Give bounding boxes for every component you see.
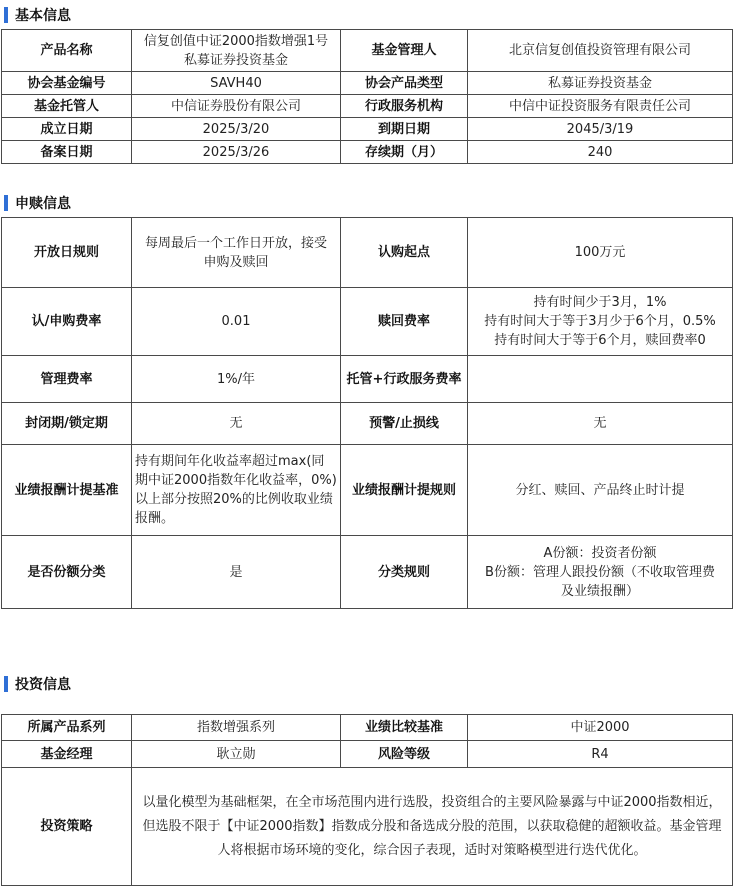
perf-basis-value: 持有期间年化收益率超过max(同期中证2000指数年化收益率，0%)以上部分按照20%的比例收取业绩报酬。 bbox=[132, 445, 341, 536]
series-label: 所属产品系列 bbox=[2, 715, 132, 741]
table-row bbox=[2, 356, 733, 403]
filing-value: 2025/3/26 bbox=[132, 141, 341, 164]
sub-fee-label: 认/申购费率 bbox=[2, 288, 132, 356]
setup-date-label: 成立日期 bbox=[2, 118, 132, 141]
risk-value: R4 bbox=[468, 741, 733, 768]
table-row bbox=[2, 768, 733, 886]
class-rule-label: 分类规则 bbox=[341, 536, 468, 609]
section-title: 基本信息 bbox=[15, 8, 71, 24]
perf-rule-value: 分红、赎回、产品终止时计提 bbox=[468, 445, 733, 536]
table-row bbox=[2, 445, 733, 536]
table-row bbox=[2, 218, 733, 288]
benchmark-value: 中证2000 bbox=[468, 715, 733, 741]
risk-label: 风险等级 bbox=[341, 741, 468, 768]
table-row bbox=[2, 72, 733, 95]
assoc-type-label: 协会产品类型 bbox=[341, 72, 468, 95]
duration-value: 240 bbox=[468, 141, 733, 164]
table-row bbox=[2, 715, 733, 741]
benchmark-label: 业绩比较基准 bbox=[341, 715, 468, 741]
lockup-label: 封闭期/锁定期 bbox=[2, 403, 132, 445]
min-sub-label: 认购起点 bbox=[341, 218, 468, 288]
manager-value: 北京信复创值投资管理有限公司 bbox=[468, 30, 733, 72]
basic-info-header bbox=[0, 3, 733, 27]
table-row bbox=[2, 403, 733, 445]
table-row bbox=[2, 741, 733, 768]
table-row bbox=[2, 288, 733, 356]
mgmt-fee-label: 管理费率 bbox=[2, 356, 132, 403]
open-rule-label: 开放日规则 bbox=[2, 218, 132, 288]
strategy-value: 以量化模型为基础框架，在全市场范围内进行选股，投资组合的主要风险暴露与中证2000指数相近，但选股不限于【中证2000指数】指数成分股和备选成分股的范围，以获取稳健的超额收益。基金管理人将根据市场环境的变化，综合因子表现，适时对策略模型进行迭代优化。 bbox=[132, 768, 733, 886]
subscription-info-table bbox=[1, 217, 733, 609]
custodian-value: 中信证券股份有限公司 bbox=[132, 95, 341, 118]
stoploss-label: 预警/止损线 bbox=[341, 403, 468, 445]
subscription-info-header bbox=[0, 191, 733, 215]
perf-basis-label: 业绩报酬计提基准 bbox=[2, 445, 132, 536]
assoc-code-value: SAVH40 bbox=[132, 72, 341, 95]
duration-label: 存续期（月） bbox=[341, 141, 468, 164]
redeem-fee-value: 持有时间少于3月，1% 持有时间大于等于3月少于6个月，0.5% 持有时间大于等于6个月，赎回费率0 bbox=[468, 288, 733, 356]
table-row bbox=[2, 141, 733, 164]
strategy-label: 投资策略 bbox=[2, 768, 132, 886]
assoc-type-value: 私募证券投资基金 bbox=[468, 72, 733, 95]
fund-manager-value: 耿立勋 bbox=[132, 741, 341, 768]
product-name-value: 信复创值中证2000指数增强1号 私募证券投资基金 bbox=[132, 30, 341, 72]
custody-fee-label: 托管+行政服务费率 bbox=[341, 356, 468, 403]
mgmt-fee-value: 1%/年 bbox=[132, 356, 341, 403]
series-value: 指数增强系列 bbox=[132, 715, 341, 741]
stoploss-value: 无 bbox=[468, 403, 733, 445]
sub-fee-value: 0.01 bbox=[132, 288, 341, 356]
open-rule-value: 每周最后一个工作日开放，接受 申购及赎回 bbox=[132, 218, 341, 288]
investment-info-header bbox=[0, 672, 733, 696]
section-title: 投资信息 bbox=[15, 677, 71, 693]
share-class-value: 是 bbox=[132, 536, 341, 609]
admin-label: 行政服务机构 bbox=[341, 95, 468, 118]
share-class-label: 是否份额分类 bbox=[2, 536, 132, 609]
custody-fee-value bbox=[468, 356, 733, 403]
section-marker bbox=[4, 7, 8, 23]
table-row bbox=[2, 95, 733, 118]
fund-manager-label: 基金经理 bbox=[2, 741, 132, 768]
lockup-value: 无 bbox=[132, 403, 341, 445]
setup-date-value: 2025/3/20 bbox=[132, 118, 341, 141]
redeem-fee-label: 赎回费率 bbox=[341, 288, 468, 356]
section-marker bbox=[4, 195, 8, 211]
class-rule-value: A份额：投资者份额 B份额：管理人跟投份额（不收取管理费 及业绩报酬） bbox=[468, 536, 733, 609]
filing-label: 备案日期 bbox=[2, 141, 132, 164]
assoc-code-label: 协会基金编号 bbox=[2, 72, 132, 95]
basic-info-table bbox=[1, 29, 733, 164]
expiry-label: 到期日期 bbox=[341, 118, 468, 141]
product-name-label: 产品名称 bbox=[2, 30, 132, 72]
min-sub-value: 100万元 bbox=[468, 218, 733, 288]
perf-rule-label: 业绩报酬计提规则 bbox=[341, 445, 468, 536]
table-row bbox=[2, 536, 733, 609]
custodian-label: 基金托管人 bbox=[2, 95, 132, 118]
section-title: 申赎信息 bbox=[15, 196, 71, 212]
section-marker bbox=[4, 676, 8, 692]
expiry-value: 2045/3/19 bbox=[468, 118, 733, 141]
admin-value: 中信中证投资服务有限责任公司 bbox=[468, 95, 733, 118]
investment-info-table bbox=[1, 714, 733, 886]
manager-label: 基金管理人 bbox=[341, 30, 468, 72]
table-row bbox=[2, 30, 733, 72]
table-row bbox=[2, 118, 733, 141]
